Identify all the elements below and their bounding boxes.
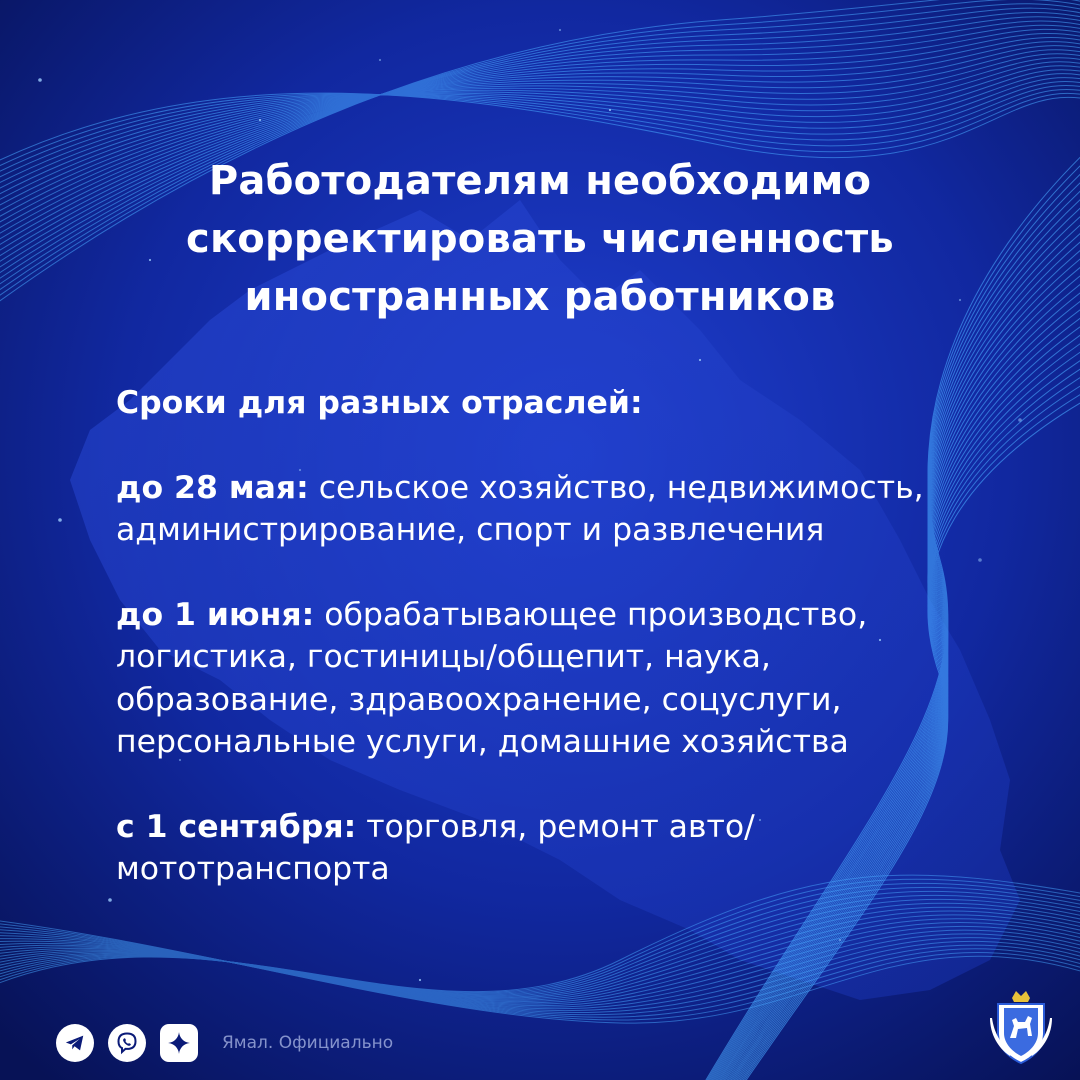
deadline-text: сельское хозяйство, недвижимость,: [308, 469, 924, 506]
deadlines-section: [116, 382, 1046, 933]
star-dot: [559, 29, 561, 31]
deadline-item: [116, 467, 1046, 552]
star-dot: [259, 119, 261, 121]
yamal-coat-of-arms-icon: [990, 988, 1052, 1066]
deadline-text: логистика, гостиницы/общепит, наука,: [116, 639, 771, 675]
deadline-text: обрабатывающее производство,: [314, 596, 868, 633]
deadline-date: до 1 июня:: [116, 596, 315, 633]
deadline-text: мототранспорта: [116, 851, 390, 887]
deadline-text: торговля, ремонт авто/: [356, 808, 755, 845]
deadline-item: [116, 806, 1046, 891]
star-dot: [379, 59, 381, 61]
star-dot: [58, 518, 62, 522]
deadline-text: администрирование, спорт и развлечения: [116, 512, 825, 548]
star-dot: [839, 939, 841, 941]
title-line: иностранных работников: [244, 274, 836, 320]
star-dot: [108, 898, 112, 902]
star-dot: [699, 359, 701, 361]
deadline-date: с 1 сентября:: [116, 808, 357, 845]
page-title: [60, 152, 1020, 326]
max-messenger-icon[interactable]: [160, 1024, 198, 1062]
section-subheading: Сроки для разных отраслей:: [116, 385, 643, 421]
deadline-date: до 28 мая:: [116, 469, 309, 506]
viber-icon[interactable]: [108, 1024, 146, 1062]
star-dot: [38, 78, 42, 82]
title-line: Работодателям необходимо: [208, 158, 872, 204]
star-dot: [419, 979, 421, 981]
deadline-text: персональные услуги, домашние хозяйства: [116, 724, 849, 760]
footer-bar: [56, 1022, 393, 1064]
star-dot: [609, 109, 611, 111]
telegram-icon[interactable]: [56, 1024, 94, 1062]
deadline-item: [116, 594, 1046, 764]
title-line: скорректировать численность: [186, 216, 894, 262]
channel-name: Ямал. Официально: [222, 1033, 394, 1053]
deadline-text: образование, здравоохранение, соцуслуги,: [116, 681, 842, 718]
